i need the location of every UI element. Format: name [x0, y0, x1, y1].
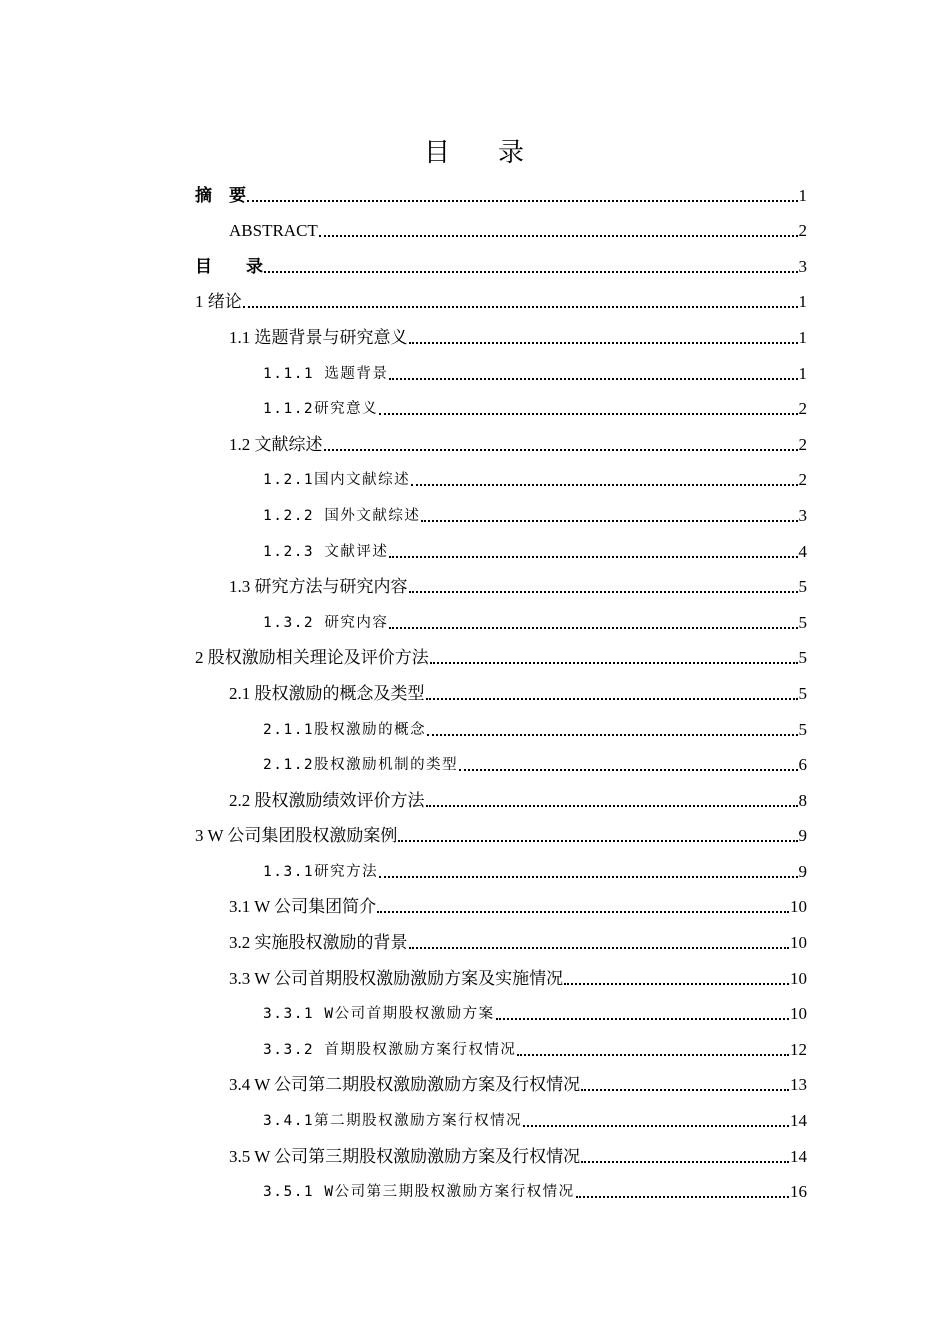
dot-leader [379, 876, 797, 878]
dot-leader [389, 378, 797, 380]
dot-leader [389, 556, 797, 558]
toc-entry-label: 1.2.3 文献评述 [263, 543, 389, 560]
dot-leader [426, 698, 798, 700]
toc-entry-page-number: 9 [798, 826, 807, 846]
dot-leader [459, 769, 797, 771]
toc-entry-label: 2.1.2股权激励机制的类型 [263, 757, 459, 774]
toc-entry[interactable] [195, 277, 807, 313]
toc-entry-page-number: 5 [798, 612, 807, 632]
toc-entry-label: 3.3.2 首期股权激励方案行权情况 [263, 1041, 517, 1058]
toc-entry-label: 1.1.2研究意义 [263, 401, 379, 418]
toc-entry[interactable] [195, 846, 807, 882]
dot-leader [427, 734, 797, 736]
dot-leader [523, 1125, 789, 1127]
toc-entry-label: 3.4 W 公司第二期股权激励激励方案及行权情况 [229, 1075, 581, 1095]
toc-entry-page-number: 10 [790, 1004, 807, 1024]
toc-entry-label: 1.3 研究方法与研究内容 [229, 577, 408, 597]
toc-entry-page-number: 1 [798, 292, 807, 312]
toc-entry-page-number: 2 [798, 470, 807, 490]
toc-entry-page-number: 1 [798, 363, 807, 383]
toc-entry[interactable] [195, 917, 807, 953]
toc-entry[interactable] [195, 1131, 807, 1167]
dot-leader [426, 805, 798, 807]
toc-entry[interactable] [195, 597, 807, 633]
toc-title [0, 132, 950, 169]
toc-entry-label: 3 W 公司集团股权激励案例 [195, 826, 398, 846]
toc-entry-label: 1 绪论 [195, 292, 242, 312]
toc-entry[interactable] [195, 1024, 807, 1060]
toc-entry-page-number: 5 [798, 719, 807, 739]
dot-leader [409, 342, 798, 344]
dot-leader [324, 449, 798, 451]
toc-entry-page-number: 12 [790, 1039, 807, 1059]
toc-entry-page-number: 14 [790, 1146, 807, 1166]
toc-entry[interactable] [195, 882, 807, 918]
toc-entry-label: 1.2.2 国外文献综述 [263, 507, 421, 524]
dot-leader [411, 484, 797, 486]
toc-entry[interactable] [195, 384, 807, 420]
toc-entry-label: 1.3.2 研究内容 [263, 614, 389, 631]
toc-entry-label: 3.3 W 公司首期股权激励激励方案及实施情况 [229, 968, 564, 988]
toc-entry-label: 3.5.1 W公司第三期股权激励方案行权情况 [263, 1184, 575, 1201]
toc-entry-page-number: 14 [790, 1111, 807, 1131]
toc-entry-label: 1.3.1研究方法 [263, 863, 379, 880]
toc-entry[interactable] [195, 455, 807, 491]
toc-entry-page-number: 13 [790, 1075, 807, 1095]
dot-leader [389, 627, 797, 629]
toc-entry-label: 摘 要 [195, 185, 246, 205]
dot-leader [421, 520, 797, 522]
toc-entry-label: 3.5 W 公司第三期股权激励激励方案及行权情况 [229, 1146, 581, 1166]
toc-entry-page-number: 10 [790, 968, 807, 988]
toc-entry-page-number: 1 [798, 185, 807, 205]
toc-entry-page-number: 8 [798, 790, 807, 810]
dot-leader [581, 1161, 789, 1163]
dot-leader [409, 947, 790, 949]
dot-leader [564, 983, 789, 985]
toc-entry-label: 3.2 实施股权激励的背景 [229, 933, 408, 953]
toc-entry[interactable] [195, 526, 807, 562]
toc-entry-page-number: 6 [798, 755, 807, 775]
dot-leader [319, 235, 798, 237]
toc-entry-page-number: 4 [798, 541, 807, 561]
toc-title-right: 录 [498, 138, 527, 168]
toc-entry-page-number: 16 [790, 1182, 807, 1202]
toc-entry-label: 2 股权激励相关理论及评价方法 [195, 648, 429, 668]
toc-entry-label: 3.4.1第二期股权激励方案行权情况 [263, 1113, 523, 1130]
dot-leader [247, 200, 798, 202]
toc-entry[interactable] [195, 775, 807, 811]
toc-entry[interactable] [195, 170, 807, 206]
toc-entry-label: 1.2 文献综述 [229, 434, 323, 454]
toc-entry-label: 2.2 股权激励绩效评价方法 [229, 790, 425, 810]
dot-leader [581, 1089, 789, 1091]
toc-entry[interactable] [195, 419, 807, 455]
toc-entry-page-number: 5 [798, 577, 807, 597]
toc-entry[interactable] [195, 811, 807, 847]
toc-entry-label: 3.3.1 W公司首期股权激励方案 [263, 1006, 495, 1023]
dot-leader [409, 591, 798, 593]
toc-entry[interactable] [195, 241, 807, 277]
dot-leader [430, 662, 798, 664]
toc-entry[interactable] [195, 312, 807, 348]
dot-leader [379, 413, 797, 415]
dot-leader [496, 1018, 789, 1020]
toc-entry-label: 1.2.1国内文献综述 [263, 472, 411, 489]
dot-leader [398, 840, 797, 842]
toc-entry[interactable] [195, 562, 807, 598]
toc-entry-page-number: 2 [798, 221, 807, 241]
toc-entry-label: 1.1.1 选题背景 [263, 365, 389, 382]
toc-entry-page-number: 1 [798, 327, 807, 347]
toc-entry-label: 目 录 [195, 256, 263, 276]
toc-entry-page-number: 10 [790, 933, 807, 953]
toc-entry-page-number: 10 [790, 897, 807, 917]
toc-entry-page-number: 5 [798, 683, 807, 703]
toc-entry-label: 1.1 选题背景与研究意义 [229, 327, 408, 347]
toc-entry-label: ABSTRACT [229, 221, 318, 241]
toc-list [195, 170, 807, 1202]
dot-leader [517, 1054, 789, 1056]
toc-entry-label: 3.1 W 公司集团简介 [229, 897, 377, 917]
toc-entry-label: 2.1.1股权激励的概念 [263, 721, 427, 738]
toc-title-left: 目 [423, 138, 452, 168]
dot-leader [377, 911, 789, 913]
toc-entry[interactable] [195, 668, 807, 704]
toc-entry[interactable] [195, 704, 807, 740]
toc-entry[interactable] [195, 740, 807, 776]
toc-entry-label: 2.1 股权激励的概念及类型 [229, 683, 425, 703]
toc-entry-page-number: 2 [798, 434, 807, 454]
toc-entry[interactable] [195, 1167, 807, 1203]
toc-entry[interactable] [195, 206, 807, 242]
toc-entry-page-number: 3 [798, 256, 807, 276]
toc-entry[interactable] [195, 1095, 807, 1131]
toc-entry[interactable] [195, 490, 807, 526]
dot-leader [576, 1196, 789, 1198]
toc-entry-page-number: 2 [798, 399, 807, 419]
toc-entry[interactable] [195, 633, 807, 669]
toc-entry[interactable] [195, 348, 807, 384]
dot-leader [264, 271, 798, 273]
toc-entry[interactable] [195, 953, 807, 989]
toc-entry[interactable] [195, 1060, 807, 1096]
toc-entry-page-number: 3 [798, 505, 807, 525]
toc-entry-page-number: 9 [798, 861, 807, 881]
dot-leader [243, 306, 798, 308]
toc-entry-page-number: 5 [798, 648, 807, 668]
toc-entry[interactable] [195, 989, 807, 1025]
